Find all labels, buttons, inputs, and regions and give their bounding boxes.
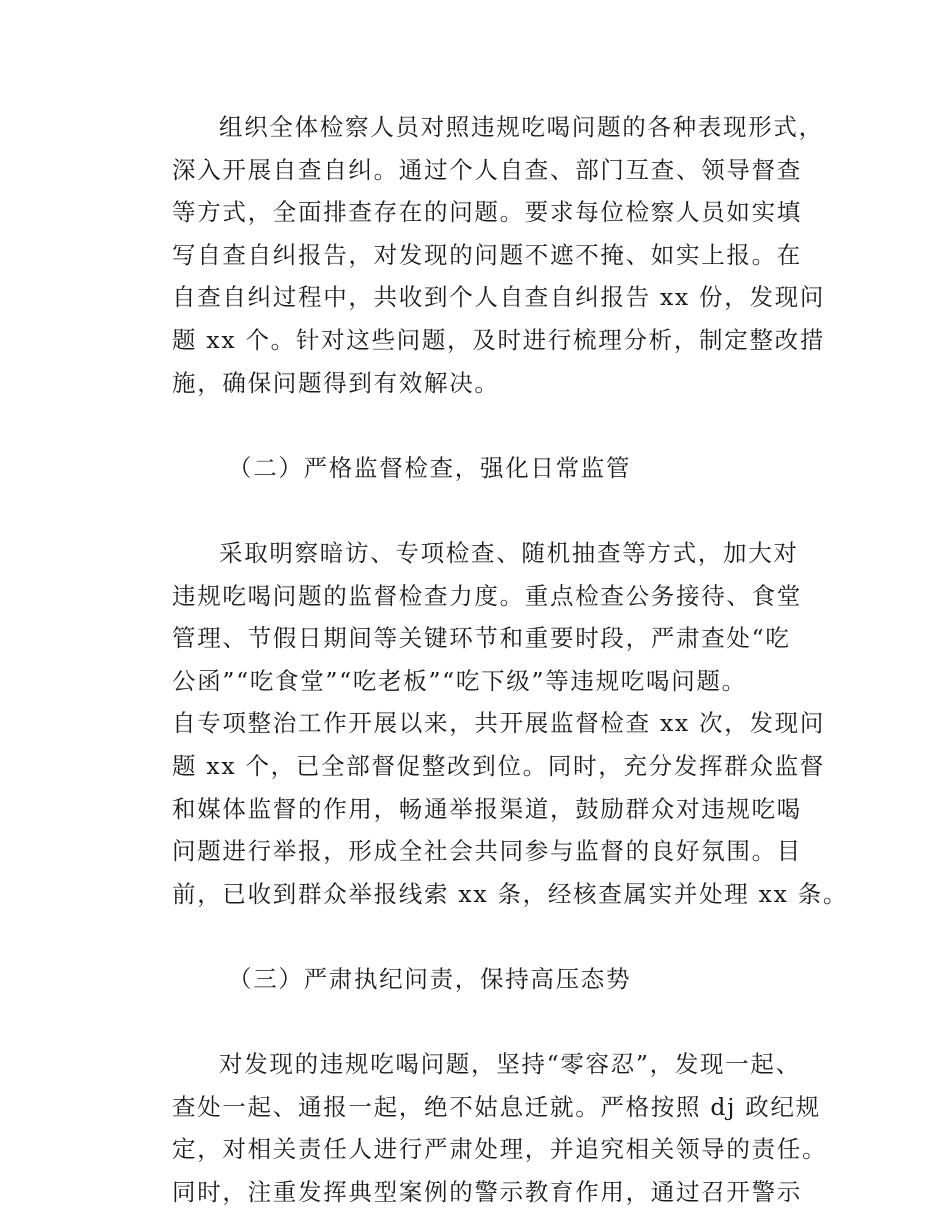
text-line: 采取明察暗访、专项检查、随机抽查等方式，加大对 — [219, 538, 799, 567]
text-line: 等方式，全面排查存在的问题。要求每位检察人员如实填 — [172, 198, 802, 227]
text-line: 深入开展自查自纠。通过个人自查、部门互查、领导督查 — [172, 155, 802, 184]
section-heading-3: （三）严肃执纪问责，保持高压态势 — [228, 964, 632, 993]
text-line: 自查自纠过程中，共收到个人自查自纠报告 xx 份，发现问 — [172, 283, 826, 312]
text-line: 管理、节假日期间等关键环节和重要时段，严肃查处“吃 — [172, 624, 791, 653]
text-line: 和媒体监督的作用，畅通举报渠道，鼓励群众对违规吃喝 — [172, 794, 802, 823]
text-line: 题 xx 个。针对这些问题，及时进行梳理分析，制定整改措 — [172, 325, 826, 354]
text-line: 题 xx 个，已全部督促整改到位。同时，充分发挥群众监督 — [172, 751, 826, 780]
paragraph-accountability — [172, 1043, 828, 1213]
text-line: 施，确保问题得到有效解决。 — [172, 368, 500, 397]
text-line: 定，对相关责任人进行严肃处理，并追究相关领导的责任。 — [172, 1135, 828, 1164]
text-line: 问题进行举报，形成全社会共同参与监督的良好氛围。目 — [172, 837, 802, 866]
text-line: 同时，注重发挥典型案例的警示教育作用，通过召开警示 — [172, 1177, 802, 1206]
paragraph-spacer — [172, 489, 812, 532]
paragraph-spacer — [172, 915, 812, 958]
section-heading-2: （二）严格监督检查，强化日常监管 — [228, 453, 632, 482]
text-line: 对发现的违规吃喝问题，坚持“零容忍”，发现一起、 — [219, 1050, 801, 1079]
document-body — [172, 106, 849, 1213]
paragraph-self-inspection — [172, 106, 826, 404]
text-line: 查处一起、通报一起，绝不姑息迁就。严格按照 dj 政纪规 — [172, 1092, 821, 1121]
text-line: 自专项整治工作开展以来，共开展监督检查 xx 次，发现问 — [172, 709, 826, 738]
text-line: 写自查自纠报告，对发现的问题不遮不掩、如实上报。在 — [172, 240, 802, 269]
text-line: 违规吃喝问题的监督检查力度。重点检查公务接待、食堂 — [172, 581, 802, 610]
paragraph-spacer — [172, 404, 812, 447]
text-line: 前，已收到群众举报线索 xx 条，经核查属实并处理 xx 条。 — [172, 879, 849, 908]
paragraph-supervision — [172, 532, 849, 915]
paragraph-spacer — [172, 1000, 812, 1043]
text-line: 公函”“吃食堂”“吃老板”“吃下级”等违规吃喝问题。 — [172, 666, 747, 695]
text-line: 组织全体检察人员对照违规吃喝问题的各种表现形式， — [219, 113, 824, 141]
